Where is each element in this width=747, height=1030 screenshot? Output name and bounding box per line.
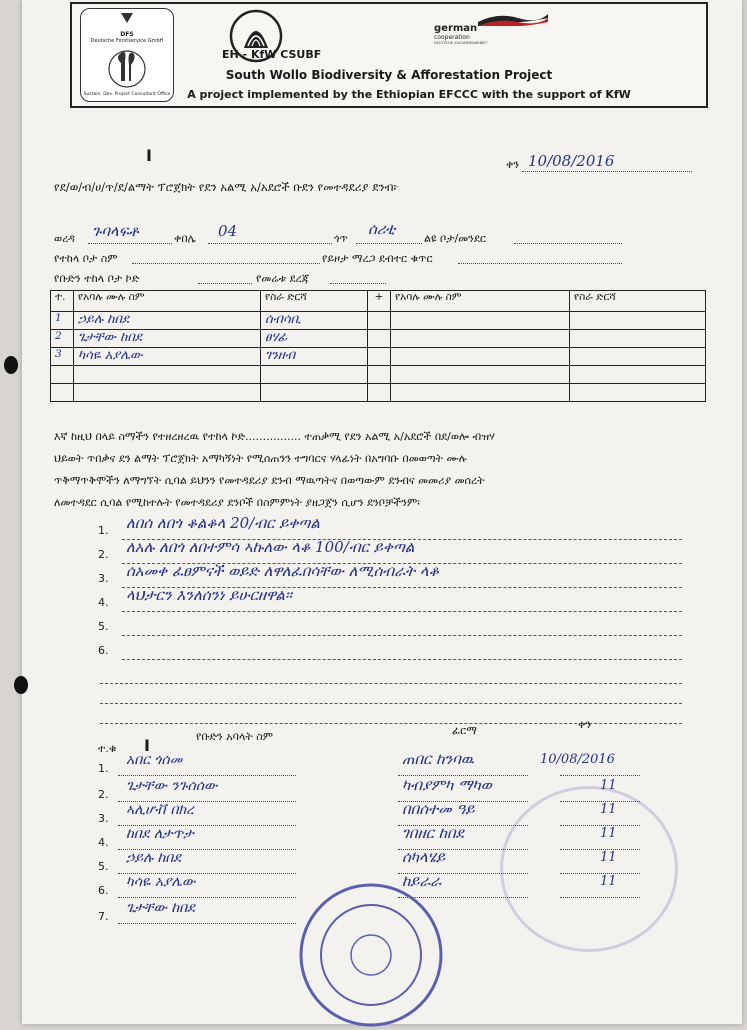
empty-cell xyxy=(74,384,261,402)
row-no: 2 xyxy=(51,330,74,348)
member-name-line xyxy=(118,774,296,776)
empty-cell xyxy=(391,366,570,384)
project-header xyxy=(70,2,708,108)
members-signature-header: ፊርማ xyxy=(452,724,477,737)
table-header-name-2: የአባሉ ሙሉ ስም xyxy=(391,291,570,312)
punch-hole xyxy=(4,356,18,374)
paragraph-line: ህይወት ጥበቃና ደን ልማት ፕሮጀክት አማካኝነት የሚሰጠንን ተግባርና ሃላፊነት በአግባቡ በመወጣት ሙሉ xyxy=(54,452,467,465)
rule-line xyxy=(122,610,682,612)
paragraph-line: እኛ ከዚህ በላይ ስማችን የተዘረዘረዉ የተከላ ኮድ................ ተጠቃሚ የደን አልሚ አ/አደሮች በደ/ወሎ ብዝሃ xyxy=(54,430,496,443)
row-name: ካሳዬ አያሌው xyxy=(74,348,261,366)
rule-text: ለአሉ ለበጎ ለበተምሳ ኣኩለው ላቆ 100/ብር ይቀጣል xyxy=(126,538,415,556)
official-stamp xyxy=(296,880,446,1030)
rule-text: ለበሰ ለበጎ ቆልቆላ 20/ብር ይቀጣል xyxy=(126,514,320,532)
committee-table xyxy=(50,290,706,402)
row-role: ሰብሳቢ xyxy=(261,312,368,330)
empty-cell xyxy=(74,366,261,384)
german-coop-title: german xyxy=(434,23,478,34)
member-signature: ጠበር ከንባዉ xyxy=(402,750,474,768)
member-date: 11 xyxy=(600,778,617,793)
empty-cell xyxy=(570,312,706,330)
row-role: ገንዘብ xyxy=(261,348,368,366)
rule-number: 2. xyxy=(98,548,109,561)
member-number: 2. xyxy=(98,788,109,801)
row-no: 3 xyxy=(51,348,74,366)
kebele-value: 04 xyxy=(218,222,238,240)
got-line xyxy=(356,242,422,244)
project-title: South Wollo Biodiversity & Afforestation Project xyxy=(225,68,553,82)
empty-cell xyxy=(570,384,706,402)
table-header-no: ተ. xyxy=(51,291,74,312)
member-number: 4. xyxy=(98,836,109,849)
empty-cell xyxy=(51,384,74,402)
soil-label: የመሬቱ ደረጃ xyxy=(256,272,310,285)
member-date: 11 xyxy=(600,826,617,841)
empty-cell xyxy=(368,348,391,366)
member-date-line xyxy=(560,774,640,776)
table-row xyxy=(51,384,706,402)
rule-line xyxy=(122,658,682,660)
members-name-header: የቡድን አባላት ስም xyxy=(196,730,273,743)
kebele-line xyxy=(208,242,332,244)
empty-cell xyxy=(391,348,570,366)
rule-number: 3. xyxy=(98,572,109,585)
row-no: 1 xyxy=(51,312,74,330)
blank-line xyxy=(100,722,682,724)
empty-cell xyxy=(391,384,570,402)
dfs-logo-subtitle: Deutsche Forstservice GmbH xyxy=(90,38,164,44)
blank-line xyxy=(100,702,682,704)
group-code-label: የቡድን ተከላ ቦታ ኮድ xyxy=(54,272,140,285)
member-signature: ካብያምካ ማካወ xyxy=(402,776,492,794)
dfs-logo-footer: Sustain. Dev. Project Consultant Office xyxy=(83,92,171,97)
got-value: ሰሪቲ xyxy=(368,220,396,238)
empty-cell xyxy=(368,366,391,384)
member-date: 11 xyxy=(600,874,617,889)
empty-cell xyxy=(368,312,391,330)
member-name: ከበደ ለታጥታ xyxy=(126,826,194,842)
member-signature: ሰካላሄይ xyxy=(402,848,446,866)
soil-line xyxy=(330,282,386,284)
row-name: ጌታቸው ከበደ xyxy=(74,330,261,348)
got-label: ጎጥ xyxy=(334,232,348,245)
map-sheet-line xyxy=(458,262,622,264)
member-name: ካሳዬ አያሌው xyxy=(126,874,196,890)
table-header-role-2: የስራ ድርሻ xyxy=(570,291,706,312)
table-header-name: የአባሉ ሙሉ ስም xyxy=(74,291,261,312)
empty-cell xyxy=(570,366,706,384)
site-name-label: የተከላ ቦታ ስም xyxy=(54,252,118,265)
empty-cell xyxy=(391,330,570,348)
project-subtitle: A project implemented by the Ethiopian EFCCC with the support of KfW xyxy=(187,88,631,101)
flag-wave-icon xyxy=(478,12,548,26)
table-row xyxy=(51,348,706,366)
empty-cell xyxy=(261,366,368,384)
date-value: 10/08/2016 xyxy=(528,152,615,170)
member-name: ኃይሉ ከበደ xyxy=(126,850,181,866)
rule-number: 6. xyxy=(98,644,109,657)
empty-cell xyxy=(391,312,570,330)
member-name-line xyxy=(118,922,296,924)
form-heading: የደ/ወ/ብ/ሀ/ጥ/ደ/ልማት ፕሮጀክት የደን አልሚ አ/አደሮች ቡደን የመተዳደሪያ ደንብ፦ xyxy=(54,180,400,194)
member-date: 11 xyxy=(600,850,617,865)
table-row xyxy=(51,312,706,330)
empty-cell xyxy=(368,330,391,348)
woreda-value: ጉባላፍቶ xyxy=(92,222,139,240)
row-role: ፀሃፊ xyxy=(261,330,368,348)
members-date-header: ቀን xyxy=(578,718,592,731)
rule-number: 1. xyxy=(98,524,109,537)
rule-line xyxy=(122,634,682,636)
tally-mark: I xyxy=(146,146,152,165)
table-row xyxy=(51,366,706,384)
special-place-label: ልዩ ቦታ/መንደር xyxy=(424,232,487,245)
german-cooperation-logo xyxy=(434,24,487,45)
members-no-header: ተ.ቁ xyxy=(98,742,117,755)
member-number: 5. xyxy=(98,860,109,873)
map-sheet-label: የይዞታ ማረጋ ደብተር ቁጥር xyxy=(322,252,433,265)
date-line xyxy=(522,170,692,172)
table-header-role: የስራ ድርሻ xyxy=(261,291,368,312)
member-date: 11 xyxy=(600,802,617,817)
punch-hole xyxy=(14,676,28,694)
empty-cell xyxy=(261,384,368,402)
rule-text: ሰአመቀ ፈፀምናች ወይድ ለዋለፈበሳቸው ለሚሰብራት ላቆ xyxy=(126,562,439,580)
member-name: አበር ጎሰመ xyxy=(126,752,183,768)
special-place-line xyxy=(514,242,622,244)
member-number: 1. xyxy=(98,762,109,775)
table-header-no-2: + xyxy=(368,291,391,312)
member-number: 3. xyxy=(98,812,109,825)
empty-cell xyxy=(570,348,706,366)
empty-cell xyxy=(51,366,74,384)
member-signature: ከይራራ xyxy=(402,872,442,890)
member-name-line xyxy=(118,896,296,898)
german-coop-small: DEUTSCHE ZUSAMMENARBEIT xyxy=(434,41,488,45)
ehkfw-label: EH - KfW CSUBF xyxy=(222,48,322,61)
member-name: ኣሊሆቭ በክረ xyxy=(126,802,194,818)
blank-line xyxy=(100,682,682,684)
site-name-line xyxy=(132,262,320,264)
empty-cell xyxy=(570,330,706,348)
row-name: ኃይሉ ከበደ xyxy=(74,312,261,330)
empty-cell xyxy=(368,384,391,402)
rule-number: 5. xyxy=(98,620,109,633)
member-name: ጌታቸው ንጉሰሰው xyxy=(126,778,218,794)
woreda-label: ወረዳ xyxy=(54,232,75,245)
dfs-logo-title: DFS xyxy=(120,31,134,38)
table-row xyxy=(51,330,706,348)
member-number: 7. xyxy=(98,910,109,923)
paragraph-line: ጥቅማጥቅሞችን ለማግኘት ሲባል ይህንን የመተዳደሪያ ደንብ ማዉጣትና በወጣውም ደንብና መመሪያ መሰረት xyxy=(54,474,485,487)
tally-mark-2: I xyxy=(144,736,150,755)
group-code-line xyxy=(198,282,252,284)
member-date: 10/08/2016 xyxy=(540,752,615,767)
kebele-label: ቀበሌ xyxy=(174,232,196,245)
official-stamp-faint xyxy=(500,786,678,952)
member-signature: በበሰተመ ዓይ xyxy=(402,800,475,818)
woreda-line xyxy=(88,242,172,244)
paragraph-line: ለመተዳደር ሲባል የሚከተሉት የመተዳደሪያ ደንቦች በስምምነት ያዘጋጀን ሲሆን ደንቦቻችንም፡ xyxy=(54,496,420,509)
member-signature: ገበዘር ከበደ xyxy=(402,824,464,842)
date-label: ቀን xyxy=(506,158,520,171)
rule-text: ላህታርን እንለሰንነ ይሁርዘዋል፡፡ xyxy=(126,586,292,604)
member-name: ጌታቸው ከበደ xyxy=(126,900,195,916)
german-coop-subtitle: cooperation xyxy=(434,34,470,41)
rule-number: 4. xyxy=(98,596,109,609)
member-number: 6. xyxy=(98,884,109,897)
